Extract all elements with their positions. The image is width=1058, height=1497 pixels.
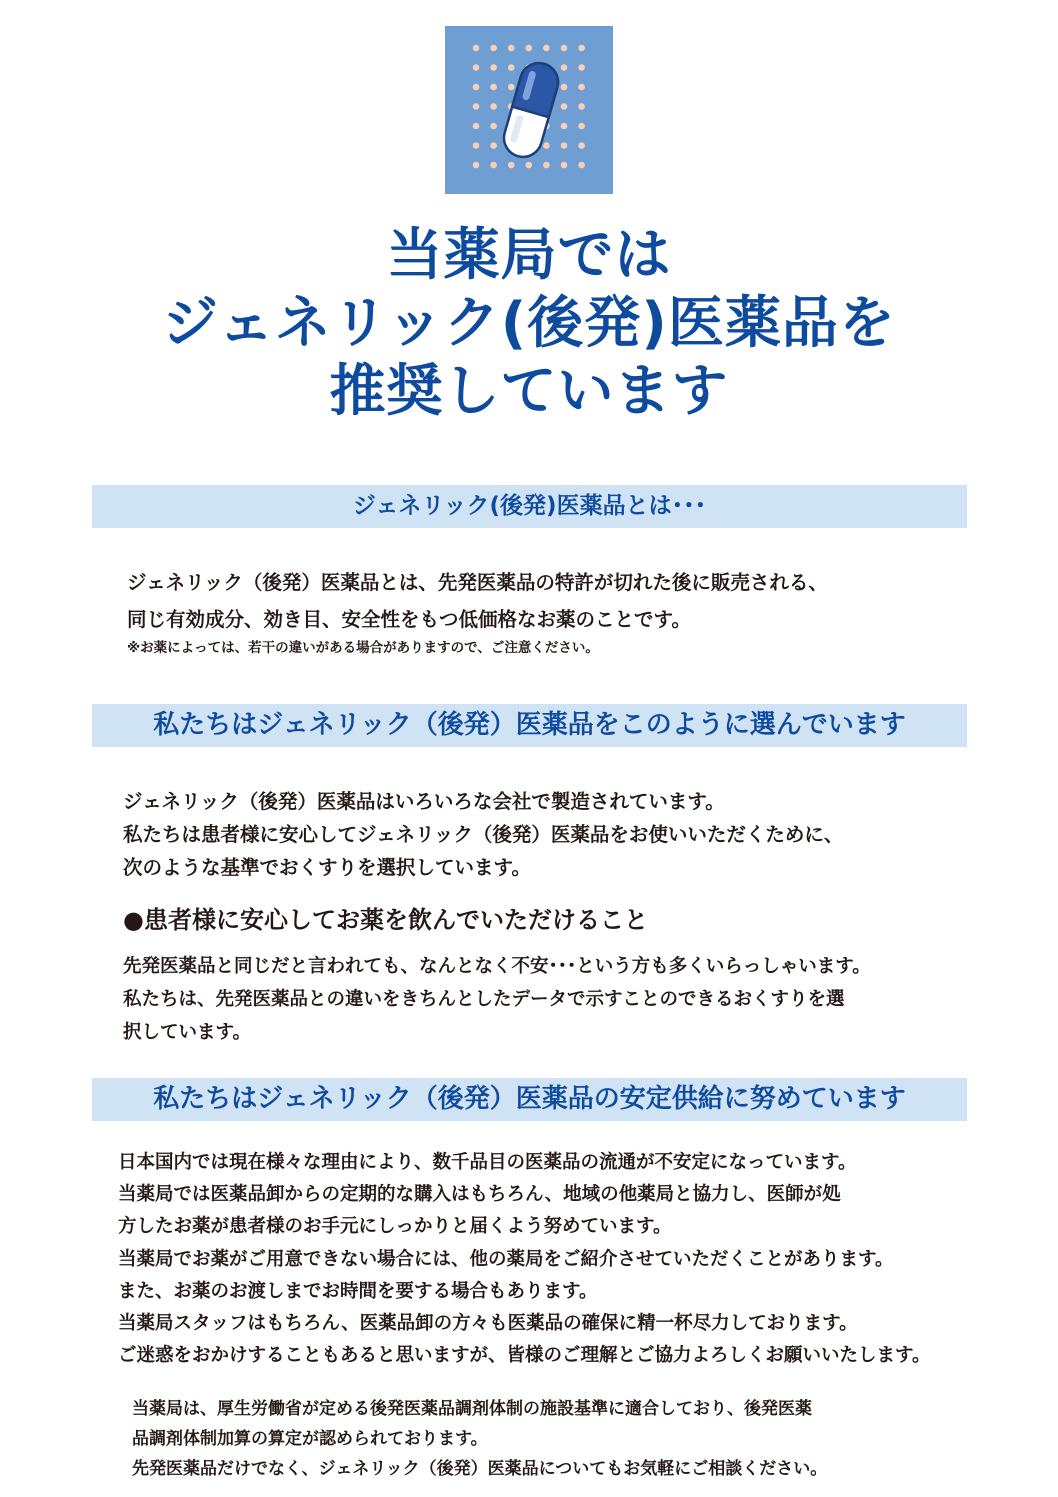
logo-dot (561, 103, 568, 110)
logo-dot (561, 45, 568, 52)
logo-dot (561, 123, 568, 130)
logo-dot (578, 162, 585, 169)
section3-line: また、お薬のお渡しまでお時間を要する場合もあります。 (118, 1280, 598, 1302)
logo-dot (561, 64, 568, 71)
logo-dot (561, 162, 568, 169)
logo-dot (543, 162, 550, 169)
logo-dot (561, 142, 568, 149)
page-title (0, 222, 1058, 426)
logo-dot (490, 142, 497, 149)
logo-dot (490, 64, 497, 71)
section3-line: 当薬局スタッフはもちろん、医薬品卸の方々も医薬品の確保に精一杯尽力しております。 (118, 1313, 858, 1335)
section-heading-what-is-generic: ジェネリック(後発)医薬品とは･･･ (92, 485, 967, 528)
logo-dot (561, 84, 568, 91)
title-line-2: ジェネリック(後発)医薬品を (162, 291, 896, 356)
footer-line: 当薬局は、厚生労働省が定める後発医薬品調剤体制の施設基準に適合しており、後発医薬 (132, 1399, 812, 1419)
logo-dot (578, 84, 585, 91)
logo-dot (473, 103, 480, 110)
bullet-line: 私たちは、先発医薬品との違いをきちんとしたデータで示すことのできるおくすりを選 (123, 989, 845, 1010)
bullet-line: 択しています。 (123, 1022, 252, 1043)
footer-line: 品調剤体制加算の算定が認められております。 (132, 1429, 488, 1449)
section3-line: 当薬局では医薬品卸からの定期的な購入はもちろん、地域の他薬局と協力し、医師が処 (118, 1184, 841, 1206)
logo-dot (473, 123, 480, 130)
section1-note: ※お薬によっては、若干の違いがある場合がありますので、ご注意ください。 (127, 640, 599, 656)
logo-dot (490, 84, 497, 91)
section2-line: ジェネリック（後発）医薬品はいろいろな会社で製造されています。 (123, 790, 725, 813)
section-heading-stable-supply: 私たちはジェネリック（後発）医薬品の安定供給に努めています (92, 1078, 967, 1121)
pharmacy-logo (445, 26, 613, 194)
section1-line: ジェネリック（後発）医薬品とは、先発医薬品の特許が切れた後に販売される、 (127, 571, 828, 594)
capsule-icon (445, 26, 613, 194)
logo-dot (526, 45, 533, 52)
footer-line: 先発医薬品だけでなく、ジェネリック（後発）医薬品についてもお気軽にご相談ください。 (132, 1459, 828, 1479)
section3-body (118, 1147, 931, 1372)
logo-dot (473, 45, 480, 52)
logo-dot (578, 123, 585, 130)
section3-line: 日本国内では現在様々な理由により、数千品目の医薬品の流通が不安定になっています。 (118, 1152, 857, 1173)
logo-dot (578, 142, 585, 149)
logo-dot (578, 103, 585, 110)
section2-line: 私たちは患者様に安心してジェネリック（後発）医薬品をお使いいただくために、 (123, 823, 844, 846)
logo-dot (526, 162, 533, 169)
section1-line: 同じ有効成分、効き目、安全性をもつ低価格なお薬のことです。 (127, 608, 691, 631)
section3-line: 当薬局でお薬がご用意できない場合には、他の薬局をご紹介させていただくことがあります。 (118, 1248, 894, 1270)
title-line-1: 当薬局では (386, 223, 672, 288)
bullet-heading: ●患者様に安心してお薬を飲んでいただけること (123, 906, 648, 934)
logo-dot (490, 45, 497, 52)
capsule (500, 59, 563, 162)
section3-line: ご迷惑をおかけすることもあると思いますが、皆様のご理解とご協力よろしくお願いいたします。 (118, 1345, 931, 1367)
section2-line: 次のような基準でおくすりを選択しています。 (123, 856, 531, 879)
section3-line: 方したお薬が患者様のお手元にしっかりと届くよう努めています。 (118, 1216, 672, 1238)
logo-dot (490, 162, 497, 169)
logo-dot (508, 45, 515, 52)
logo-dot (490, 123, 497, 130)
logo-dot (490, 103, 497, 110)
logo-dot (473, 64, 480, 71)
section-heading-how-we-choose: 私たちはジェネリック（後発）医薬品をこのように選んでいます (92, 704, 967, 747)
logo-dot (508, 64, 515, 71)
logo-dot (543, 45, 550, 52)
footer-notice (132, 1394, 827, 1484)
section1-body (127, 564, 828, 638)
bullet-line: 先発医薬品と同じだと言われても、なんとなく不安･･･という方も多くいらっしゃいます。 (123, 956, 871, 977)
bullet-body (123, 950, 871, 1049)
logo-dot (543, 142, 550, 149)
logo-dot (508, 162, 515, 169)
logo-dot (473, 84, 480, 91)
logo-dot (578, 45, 585, 52)
logo-dot (473, 162, 480, 169)
logo-dot (578, 64, 585, 71)
logo-dot (508, 84, 515, 91)
logo-dot (473, 142, 480, 149)
capsule-top (512, 59, 562, 118)
title-line-3: 推奨しています (329, 359, 729, 424)
section2-body (123, 785, 843, 884)
